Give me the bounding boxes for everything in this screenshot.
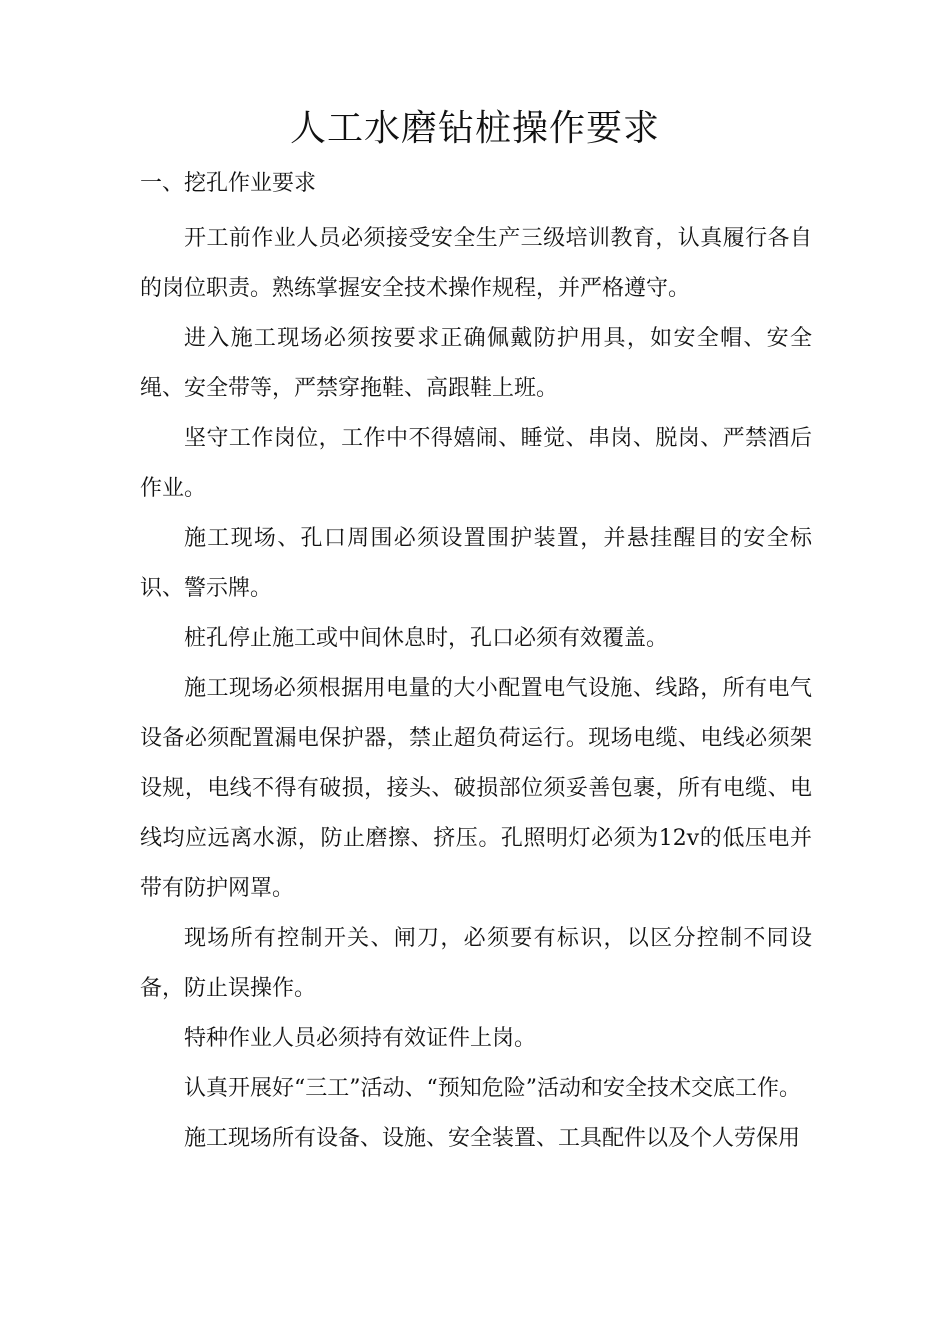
document-title: 人工水磨钻桩操作要求 [289, 108, 660, 149]
paragraph: 进入施工现场必须按要求正确佩戴防护用具，如安全帽、安全绳、安全带等，严禁穿拖鞋、高跟鞋上班。 [140, 326, 812, 401]
section-heading: 一、挖孔作业要求 [140, 171, 317, 196]
paragraph: 特种作业人员必须持有效证件上岗。 [184, 1026, 537, 1051]
paragraph: 施工现场、孔口周围必须设置围护装置，并悬挂醒目的安全标识、警示牌。 [140, 526, 812, 601]
paragraph: 认真开展好“三工”活动、“预知危险”活动和安全技术交底工作。 [184, 1076, 801, 1101]
paragraph: 开工前作业人员必须接受安全生产三级培训教育，认真履行各自的岗位职责。熟练掌握安全技术操作规程，并严格遵守。 [140, 226, 812, 301]
paragraph: 现场所有控制开关、闸刀，必须要有标识，以区分控制不同设备，防止误操作。 [140, 926, 812, 1001]
paragraph: 桩孔停止施工或中间休息时，孔口必须有效覆盖。 [184, 626, 669, 651]
paragraph: 施工现场必须根据用电量的大小配置电气设施、线路，所有电气设备必须配置漏电保护器，禁止超负荷运行。现场电缆、电线必须架设规，电线不得有破损，接头、破损部位须妥善包裹，所有电缆、电线均应远离水源，防止磨擦、挤压。孔照明灯必须为12v的低压电并带有防护网罩。 [140, 676, 812, 901]
paragraph: 坚守工作岗位，工作中不得嬉闹、睡觉、串岗、脱岗、严禁酒后作业。 [140, 426, 812, 501]
document-body [140, 214, 812, 1164]
paragraph: 施工现场所有设备、设施、安全装置、工具配件以及个人劳保用 [184, 1126, 801, 1151]
